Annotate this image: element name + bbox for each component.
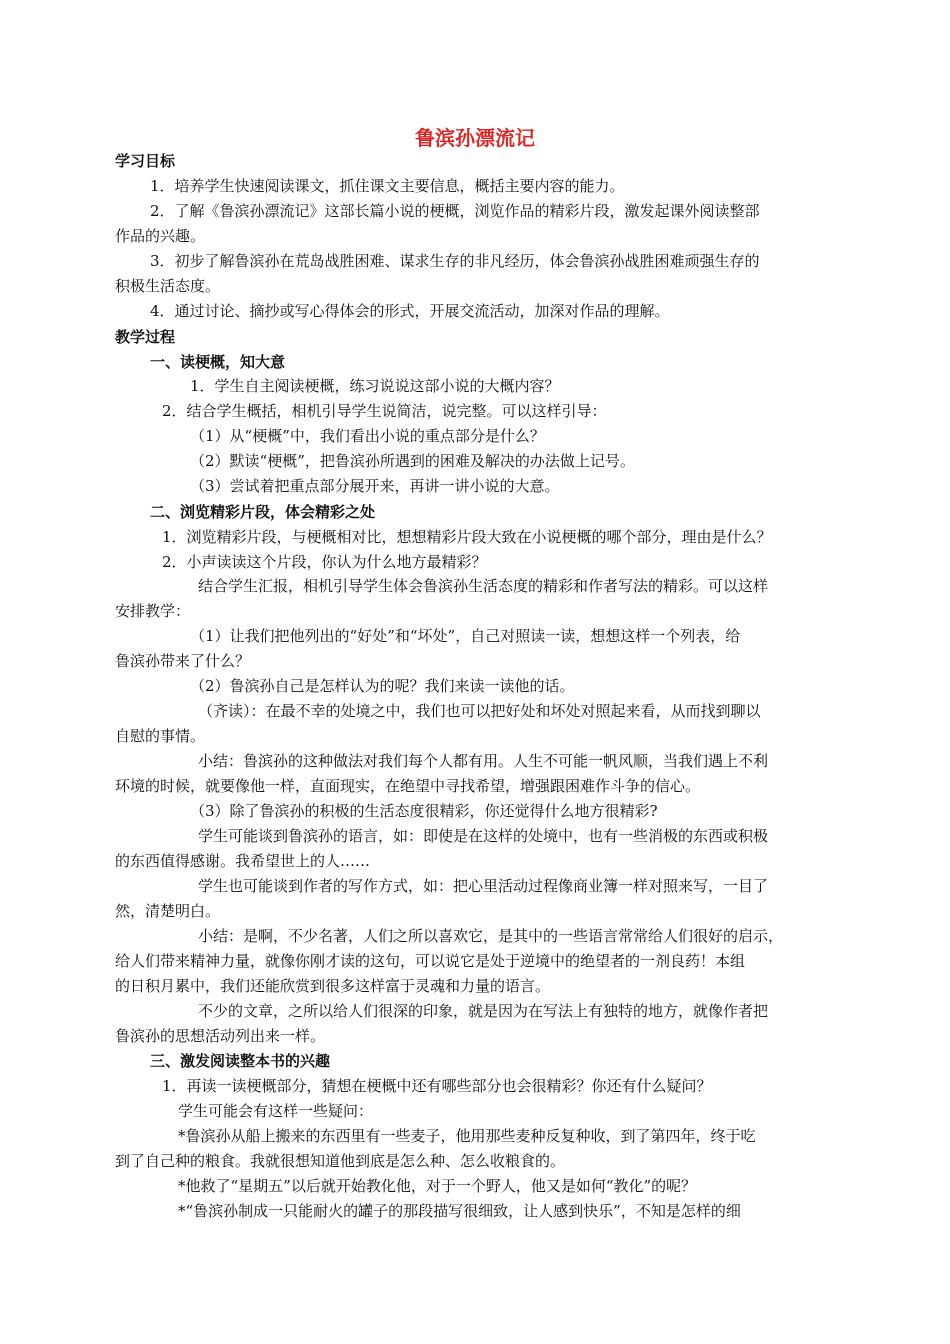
paragraph-line: 1．培养学生快速阅读课文，抓住课文主要信息，概括主要内容的能力。 [150,177,625,195]
paragraph-line: （1）从“梗概”中，我们看出小说的重点部分是什么？ [190,427,545,445]
paragraph-line: 安排教学： [115,602,191,620]
paragraph-line: 结合学生汇报，相机引导学生体会鲁滨孙生活态度的精彩和作者写法的精彩。可以这样 [198,577,769,595]
paragraph-line: 3．初步了解鲁滨孙在荒岛战胜困难、谋求生存的非凡经历，体会鲁滨孙战胜困难顽强生存的 [150,252,760,270]
paragraph-line: *“鲁滨孙制成一只能耐火的罐子的那段描写很细致，让人感到快乐”，不知是怎样的细 [178,1202,741,1220]
paragraph-line: 小结：鲁滨孙的这种做法对我们每个人都有用。人生不可能一帆风顺，当我们遇上不利 [198,752,769,770]
paragraph-line: （3）尝试着把重点部分展开来，再讲一讲小说的大意。 [190,477,560,495]
paragraph-line: *他救了“星期五”以后就开始教化他，对于一个野人，他又是如何“教化”的呢？ [178,1177,697,1195]
paragraph-line: （2）鲁滨孙自己是怎样认为的呢？我们来读一读他的话。 [190,677,575,695]
section-heading-process: 教学过程 [115,328,176,346]
paragraph-line: 积极生活态度。 [115,277,221,295]
paragraph-line: 的日积月累中，我们还能欣赏到很多这样富于灵魂和力量的语言。 [115,977,551,995]
paragraph-line: 2．了解《鲁滨孙漂流记》这部长篇小说的梗概，浏览作品的精彩片段，激发起课外阅读整部 [150,202,760,220]
paragraph-line: 作品的兴趣。 [115,227,206,245]
paragraph-line: 2．小声读读这个片段，你认为什么地方最精彩？ [162,553,487,571]
paragraph-line: *鲁滨孙从船上搬来的东西里有一些麦子，他用那些麦种反复种收，到了第四年，终于吃 [178,1127,756,1145]
paragraph-line: 小结：是啊，不少名著，人们之所以喜欢它，是其中的一些语言常常给人们很好的启示， [198,927,784,945]
paragraph-line: 到了自己种的粮食。我就很想知道他到底是怎么种、怎么收粮食的。 [115,1152,566,1170]
paragraph-line: 1．学生自主阅读梗概，练习说说这部小说的大概内容？ [190,377,560,395]
paragraph-line: 1．浏览精彩片段，与梗概相对比，想想精彩片段大致在小说梗概的哪个部分，理由是什么？ [162,528,772,546]
paragraph-line: 环境的时候，就要像他一样，直面现实，在绝望中寻找希望，增强跟困难作斗争的信心。 [115,777,701,795]
paragraph-line: （齐读）：在最不幸的处境之中，我们也可以把好处和坏处对照起来看，从而找到聊以 [198,702,761,720]
paragraph-line: 给人们带来精神力量，就像你刚才读的这句，可以说它是处于逆境中的绝望者的一剂良药！本组 [115,952,746,970]
paragraph-line: 1．再读一读梗概部分，猜想在梗概中还有哪些部分也会很精彩？你还有什么疑问？ [162,1077,712,1095]
paragraph-line: 学生可能谈到鲁滨孙的语言，如：即使是在这样的处境中，也有一些消极的东西或积极 [198,827,769,845]
subsection-heading: 三、激发阅读整本书的兴趣 [150,1052,331,1070]
paragraph-line: 的东西值得感谢。我希望世上的人…… [115,852,371,870]
paragraph-line: 鲁滨孙的思想活动列出来一样。 [115,1027,326,1045]
paragraph-line: 然，清楚明白。 [115,902,221,920]
document-title: 鲁滨孙漂流记 [415,126,535,150]
paragraph-line: 自慰的事情。 [115,727,206,745]
paragraph-line: 不少的文章，之所以给人们很深的印象，就是因为在写法上有独特的地方，就像作者把 [198,1002,769,1020]
paragraph-line: 2．结合学生概括，相机引导学生说简洁，说完整。可以这样引导： [162,402,607,420]
paragraph-line: （2）默读“梗概”，把鲁滨孙所遇到的困难及解决的办法做上记号。 [190,452,635,470]
section-heading-objectives: 学习目标 [115,152,176,170]
paragraph-line: 学生也可能谈到作者的写作方式，如：把心里活动过程像商业簿一样对照来写，一目了 [198,877,769,895]
subsection-heading: 二、浏览精彩片段，体会精彩之处 [150,503,376,521]
paragraph-line: 学生可能会有这样一些疑问： [178,1102,374,1120]
paragraph-line: 4．通过讨论、摘抄或写心得体会的形式，开展交流活动，加深对作品的理解。 [150,302,670,320]
paragraph-line: （3）除了鲁滨孙的积极的生活态度很精彩，你还觉得什么地方很精彩? [190,802,658,820]
subsection-heading: 一、读梗概，知大意 [150,353,286,371]
paragraph-line: 鲁滨孙带来了什么？ [115,652,251,670]
paragraph-line: （1）让我们把他列出的“好处”和“坏处”，自己对照读一读，想想这样一个列表，给 [190,627,741,645]
